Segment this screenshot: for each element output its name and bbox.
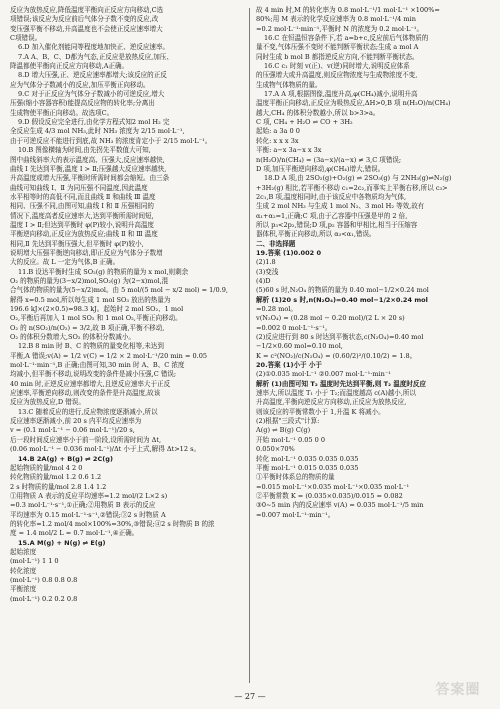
right-column-line: 则该反应的平衡常数小于 1,升温 K 将减小。: [256, 407, 385, 416]
right-column-line: 2c₁,B 项,温度相同时,由于该反应中各物质均为气体,: [256, 192, 407, 201]
right-column-line: 故 4 min 时,M 的转化率为 0.8 mol·L⁻¹/1 mol·L⁻¹ ×100%=: [256, 6, 440, 14]
left-column-line: mol·L⁻¹·min⁻¹,B 正确;由图可知,30 min 时 A、B、C 浓度: [10, 361, 185, 370]
right-column-line: (2)①0.035 mol·L⁻¹ ②0.007 mol·L⁻¹·min⁻¹: [256, 370, 391, 379]
right-column-line: ③0~5 min 内的反应速率 v(A) = 0.035 mol·L⁻¹/5 min: [256, 501, 424, 510]
right-column-line: 解析 (1)由图可知 T₂ 温度时先达到平衡,则 T₂ 温度时反应: [256, 379, 427, 388]
answer-page: [10, 6, 490, 696]
left-column-line: 图中曲线斜率大的表示温度高、压强大,反应速率越快,: [10, 155, 165, 164]
left-column-line: 平均速率为 0.15 mol·L⁻¹·s⁻¹,②错误;③2 s 时物质 A: [10, 510, 166, 519]
left-column-line: ①用物质 A 表示的反应平均速率=1.2 mol/(2 L×2 s): [10, 491, 168, 500]
right-column-line: 19.答案 (1)0.002 0: [256, 248, 322, 257]
right-column-line: 18.D A 项,由 2SO₂(g)+O₂(g) ⇌ 2SO₃(g) 与 2NH₃(g)⇌N₂(g): [264, 174, 452, 183]
right-column-line: n(H₂O)/n(CH₄) = (3a−x)/(a−x) ≠ 3,C 项错误;: [256, 155, 402, 164]
left-column-line: O₂ 的体积分数增大,SO₂ 的体积分数减小。: [10, 333, 135, 342]
right-column-line: 速率大,所以温度 T₁ 小于 T₂;而温度越高 c(A)越小,所以: [256, 389, 417, 398]
left-column-line: 起始物质的量/mol 4 2 0: [10, 463, 83, 472]
right-column-line: 开始 mol·L⁻¹ 0.05 0 0: [256, 435, 326, 444]
left-column-line: 6.D 加入催化剂能同等程度地加快正、逆反应速率。: [18, 43, 170, 52]
right-column-line: K = c²(NO₂)/c(N₂O₄) = (0.60/2)²/(0.10/2) = 1.8。: [256, 351, 417, 360]
left-column-line: 196.6 kJ×(2×0.5)=98.3 kJ。起始时 2 mol SO₂、1 mol: [10, 305, 184, 313]
left-column-line: 转化物质的量/mol 1.2 0.6 1.2: [10, 473, 102, 482]
left-column-line: 项错误;该反应为反应前后气体分子数不变的反应,改: [10, 15, 159, 24]
right-column-line: =0.28 mol。: [256, 305, 297, 313]
right-column-line: +3H₂(g) 相比,若平衡不移动 c₁=2c₂,而事实上平衡右移,所以 c₃>: [256, 183, 448, 192]
right-column-line: 升高温度,平衡向逆反应方向移动,正反应为放热反应,: [256, 398, 407, 407]
right-column-line: =0.002 0 mol·L⁻¹·s⁻¹。: [256, 323, 332, 332]
right-column-line: 起始: a 3a 0 0: [256, 127, 300, 136]
left-column-line: 平衡浓度: [10, 585, 37, 594]
right-column-line: 所以 p₃<2p₂,错误;D 项,p₂ 容器和甲相比,相当于压缩容: [256, 220, 418, 229]
left-column-line: 温度 Ⅰ > Ⅱ;但达到平衡时 φ(P)较小,说明升高温度: [10, 220, 154, 229]
left-column-line: 平衡,A 错误;v(A) = 1/2 v(C) = 1/2 × 2 mol·L⁻¹/20 min = 0.05: [10, 351, 208, 360]
right-column-line: 温度平衡正向移动,正反应为吸热反应,ΔH>0,B 项 n(H₂O)/n(CH₄): [256, 99, 451, 108]
right-column-line: 16.C c₁ 时刻 v(正)、v(逆)同时增大,说明反应体系: [264, 62, 410, 71]
left-column-line: 9.D 假设反应完全进行,由化学方程式知2 mol H₂ 完: [18, 118, 170, 127]
right-column-line: =0.2 mol·L⁻¹·min⁻¹,平衡时 N 的浓度为 0.2 mol·L⁻¹。: [256, 24, 424, 33]
right-column-line: (3)变浅: [256, 267, 279, 276]
left-column-line: 平衡逆向移动,正反应为放热反应;曲线 Ⅱ 和 Ⅲ 温度: [10, 230, 158, 239]
left-column-line: (mol·L⁻¹) 1 1 0: [10, 557, 59, 566]
left-column-line: 压强(缩小容器容积)能提高反应物的转化率;分离出: [10, 99, 155, 108]
right-column-line: D 项,加压平衡逆向移动,φ(CH₄)增大,错误。: [256, 164, 385, 173]
right-column-line: A(g) ⇌ B(g) C(g): [256, 426, 311, 435]
right-column-line: (5)60 s 时,N₂O₄ 的物质的量为 0.40 mol−1/2×0.24 mol: [256, 286, 429, 295]
left-column-line: 合气体的物质的量为(5−x/2)mol。由 5 mol/(5 mol − x/2 mol) = 1/0.9,: [10, 286, 229, 295]
left-column-line: 说明增大压强平衡逆向移动,即正反应为气体分子数增: [10, 248, 163, 257]
right-column-line: 同时生成 b mol B 都指逆反应方向,不能判断平衡状态。: [256, 52, 419, 61]
left-column-line: 降温都使平衡向正反应方向移动,A正确。: [10, 62, 129, 71]
right-column: [256, 6, 488, 688]
right-column-line: 越大,CH₄ 的体积分数越小,所以 b>3>a。: [256, 108, 380, 117]
right-column-line: 解析 (1)20 s 时,n(N₂O₄)=0.40 mol−1/2×0.24 mol: [256, 295, 428, 304]
right-column-line: 20.答案 (1)小于 小于: [256, 361, 322, 370]
right-column-line: 生成 2 mol NH₃ 与生成 1 mol N₂、3 mol H₂ 等效,故有: [256, 202, 425, 211]
right-column-line: 二、非选择题: [256, 239, 296, 248]
right-column-line: v(N₂O₄) = (0.28 mol − 0.20 mol)/(2 L × 20 s): [256, 314, 405, 323]
left-column-line: 反应为放热反应,降低温度平衡向正反应方向移动,C选: [10, 6, 164, 14]
left-column-line: 7.A A、B、C、D都为气态,正反应是放热反应,加压、: [18, 52, 173, 61]
right-column-line: ②平衡常数 K = (0.035×0.035)/0.015 = 0.082: [256, 491, 403, 500]
right-column-line: 17.A A 项,根据图像,温度升高,φ(CH₄)减小,说明升高: [264, 90, 418, 99]
left-column-line: 15.A M(g) + N(g) ⇌ E(g): [18, 538, 106, 547]
right-column-line: (2)根据"三段式"计算:: [256, 417, 320, 426]
left-column-line: v = (0.1 mol·L⁻¹ − 0.06 mol·L⁻¹)/20 s,: [10, 426, 135, 435]
left-column-line: 大的反应。故 L 一定为气体,B 正确。: [10, 258, 120, 267]
left-column-line: O₂,平衡后再加入 1 mol SO₂ 和 1 mol O₂,平衡正向移动。: [10, 314, 182, 323]
column-divider: [249, 8, 250, 683]
right-column-line: ①平衡时体系总的物质的量: [256, 473, 335, 482]
right-column-line: =0.007 mol·L⁻¹·min⁻¹。: [256, 510, 335, 519]
left-column-line: O₂ 的物质的量为(3−x/2)mol,SO₂(g) 为(2−x)mol,混: [10, 276, 169, 285]
left-column-line: 转化浓度: [10, 566, 37, 575]
left-column-line: 水平相等时的高低不同,而且曲线 Ⅱ 和曲线 Ⅲ 温度: [10, 192, 156, 201]
left-column-line: 由于可逆反应不能进行到底,故 NH₃ 的浓度肯定小于 2/15 mol·L⁻¹。: [10, 136, 212, 145]
right-column-line: 平衡: a−x 3a−x x 3x: [256, 146, 322, 155]
left-column-line: 反应速率逐渐减小,前 20 s 内平均反应速率为: [10, 417, 142, 426]
left-column-line: 40 min 时,正逆反应速率都增大,且逆反应速率大于正反: [10, 379, 171, 388]
left-column-line: 12.B 8 min 时 B、C 的物质的量变化相等,未达到: [18, 342, 164, 351]
left-column-line: O₂ 的 n(SO₂)/n(O₂) = 3/2,故 B 项正确,平衡不移动,: [10, 323, 165, 332]
right-column-line: 80%;用 M 表示的化学反应速率为 0.8 mol·L⁻¹/4 min: [256, 15, 416, 24]
left-column-line: 情况下,温度高者反应速率大,达到平衡所需时间短,: [10, 211, 154, 220]
right-column-line: (4)D: [256, 276, 271, 285]
left-column-line: (mol·L⁻¹) 0.2 0.2 0.8: [10, 594, 78, 603]
left-column-line: 的转化率=1.2 mol/4 mol×100%=30%,③错误;④2 s 时物质 B 的浓: [10, 519, 215, 528]
left-column-line: 14.B 2A(g) + B(g) ⇌ 2C(g): [18, 454, 113, 463]
watermark-logo: 答案圈: [435, 682, 481, 698]
left-column-line: (mol·L⁻¹) 0.8 0.8 0.8: [10, 575, 78, 584]
left-column-line: 应为气体分子数减小的反应,加压平衡正向移动。: [10, 80, 150, 89]
right-column-line: 的压强增大或升高温度,则反应物浓度与生成物浓度不变,: [256, 71, 418, 80]
right-column-line: =0.015 mol·L⁻¹×0.035 mol·L⁻¹×0.035 mol·L⁻¹: [256, 482, 410, 491]
right-column-line: −1/2×0.60 mol=0.10 mol,: [256, 342, 343, 351]
left-column-line: 后一段时间反应速率小于前一阶段,设所需时间为 Δt,: [10, 435, 162, 444]
right-column-line: (2)1.8: [256, 258, 276, 267]
right-column-line: 转化: x x x 3x: [256, 136, 299, 145]
right-column-line: 平衡 mol·L⁻¹ 0.015 0.035 0.035: [256, 463, 359, 472]
right-column-line: 生成物气体物质的量。: [256, 80, 322, 89]
left-column-line: 10.B 图像横轴为时间,由先拐先平数值大可知,: [18, 146, 151, 155]
left-column-line: 11.B 设达平衡时生成 SO₂(g) 的物质的量为 x mol,则剩余: [18, 267, 189, 276]
left-column-line: 解得 x=0.5 mol,所以每生成 1 mol SO₃ 放出的热量为: [10, 295, 171, 304]
left-column-line: 8.D 增大压强,正、逆反应速率都增大;该反应的正反: [18, 71, 167, 80]
left-column-line: 9.C 对于正反应为气体分子数减小的可逆反应,增大: [18, 90, 165, 99]
right-column-line: 器体积,平衡正向移动,所以 α₃<α₁,错误。: [256, 230, 376, 239]
right-column-line: C 项, CH₄ + H₂O ⇌ CO + 3H₂: [256, 118, 353, 127]
left-column-line: 相同,Ⅱ 先达到平衡压强大,但平衡时 φ(P)较小,: [10, 239, 144, 248]
right-column-line: 量不变,气体压强不变时不能判断平衡状态;生成 a mol A: [256, 43, 419, 52]
left-column: [10, 6, 242, 688]
left-column-line: (0.06 mol·L⁻¹ − 0.036 mol·L⁻¹)/Δt 小于上式,解得 Δt>12 s。: [10, 445, 200, 454]
left-column-line: 全反应生成 4/3 mol NH₃,此时 NH₃ 浓度为 2/15 mol·L⁻¹,: [10, 127, 185, 136]
right-column-line: 转化 mol·L⁻¹ 0.035 0.035 0.035: [256, 454, 359, 463]
left-column-line: 应速率,平衡逆向移动,则改变的条件是升高温度,故该: [10, 389, 161, 398]
right-column-line: 16.C 在恒温恒容条件下,若 a=b+c,反应前后气体物质的: [264, 34, 429, 43]
left-column-line: 13.C 随着反应的进行,反应物浓度逐渐减小,所以: [18, 407, 158, 416]
left-column-line: 升高温度或增大压强,平衡时所需时间都会缩短。由三条: [10, 174, 170, 183]
left-column-line: 变压强平衡不移动,升高温度也不会使正反应速率增大: [10, 24, 163, 33]
right-column-line: α₁+α₂=1,正确;C 项,由于乙容器中压强是甲的 2 倍,: [256, 211, 408, 220]
left-column-line: 相同、压强不同,由图可知,曲线 Ⅰ 和 Ⅱ 压强相同的: [10, 202, 154, 211]
left-column-line: 反应为放热反应,D 错误。: [10, 398, 85, 407]
left-column-line: 2 s 时物质的量/mol 2.8 1.4 1.2: [10, 482, 107, 491]
left-column-line: 曲线可知曲线 Ⅰ、Ⅱ 为同压强不同温度,因此温度: [10, 183, 148, 192]
right-column-line: (2)反应进行到 80 s 时达到平衡状态,c(N₂O₄)=0.40 mol: [256, 333, 424, 342]
page-number: — 27 —: [234, 692, 266, 701]
left-column-line: C项错误。: [10, 34, 42, 43]
left-column-line: 均减小,但平衡不移动,说明改变的条件是减小压强,C 错误;: [10, 370, 177, 379]
left-column-line: 起始浓度: [10, 547, 37, 556]
left-column-line: 曲线 Ⅰ 先达到平衡,温度 Ⅰ > Ⅱ;压强越大反应速率越快,: [10, 164, 167, 173]
right-column-line: 0.050×70%: [256, 445, 295, 454]
left-column-line: 度 = 1.4 mol/2 L = 0.7 mol·L⁻¹,④正确。: [10, 529, 139, 538]
left-column-line: 生成物使平衡正向移动。故选项C。: [10, 108, 114, 117]
left-column-line: =0.3 mol·L⁻¹·s⁻¹,①正确;②用物质 B 表示的反应: [10, 501, 156, 510]
